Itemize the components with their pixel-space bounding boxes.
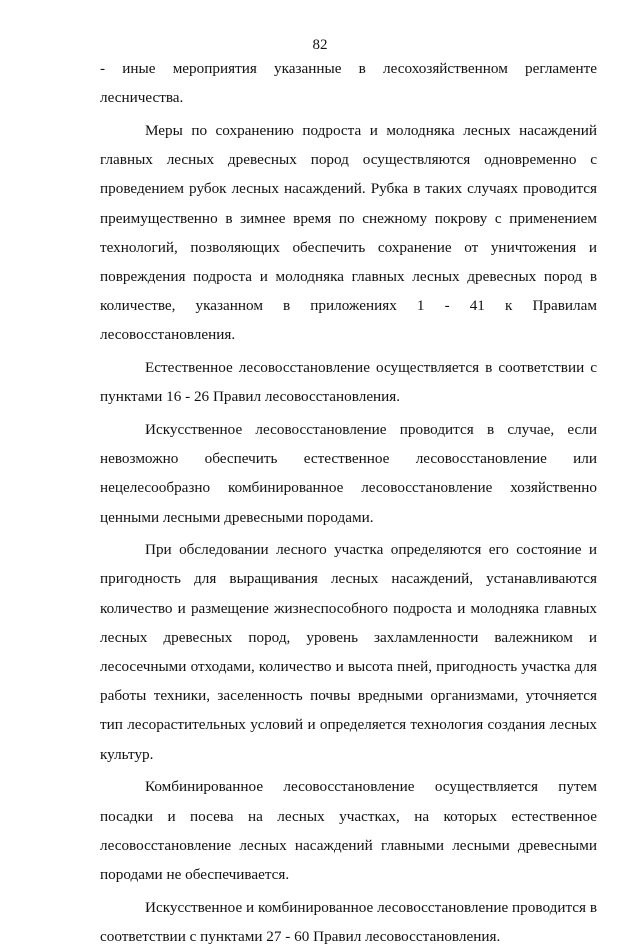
paragraph-rules-reference: Искусственное и комбинированное лесовосстановление проводится в соответствии с пунктами 27 - 60 Правил лесовосстановления. <box>100 898 597 945</box>
document-body <box>100 54 597 951</box>
page-number: 82 <box>312 37 328 53</box>
paragraph-site-survey: При обследовании лесного участка определяются его состояние и пригодность для выращивания лесных насаждений, устанавливаются количество и размещение жизнеспособного подроста и молодняка главных лесных древесных пород, уровень захламленности валежником и лесосечными отходами, количество и высота пней, пригодность участка для работы техники, заселенность почвы вредными организмами, уточняется тип лесорастительных условий и определяется технология создания лесных культур. <box>100 541 597 763</box>
paragraph-measures-list-end: - иные мероприятия указанные в лесохозяйственном регламенте лесничества. <box>100 60 597 107</box>
paragraph-undergrowth-preservation: Меры по сохранению подроста и молодняка лесных насаждений главных лесных древесных пород осуществляются одновременно с проведением рубок лесных насаждений. Рубка в таких случаях проводится преимущественно в зимнее время по снежному покрову с применением технологий, позволяющих обеспечить сохранение от уничтожения и повреждения подроста и молодняка главных лесных древесных пород в количестве, указанном в приложениях 1 - 41 к Правилам лесовосстановления. <box>100 121 597 344</box>
paragraph-natural-reforestation: Естественное лесовосстановление осуществляется в соответствии с пунктами 16 - 26 Правил лесовосстановления. <box>100 359 597 406</box>
paragraph-artificial-reforestation: Искусственное лесовосстановление проводится в случае, если невозможно обеспечить естественное лесовосстановление или нецелесообразно комбинированное лесовосстановление хозяйственно ценными лесными древесными породами. <box>100 420 597 526</box>
paragraph-combined-reforestation: Комбинированное лесовосстановление осуществляется путем посадки и посева на лесных участках, на которых естественное лесовосстановление лесных насаждений главными лесными древесными породами не обеспечивается. <box>100 778 597 883</box>
